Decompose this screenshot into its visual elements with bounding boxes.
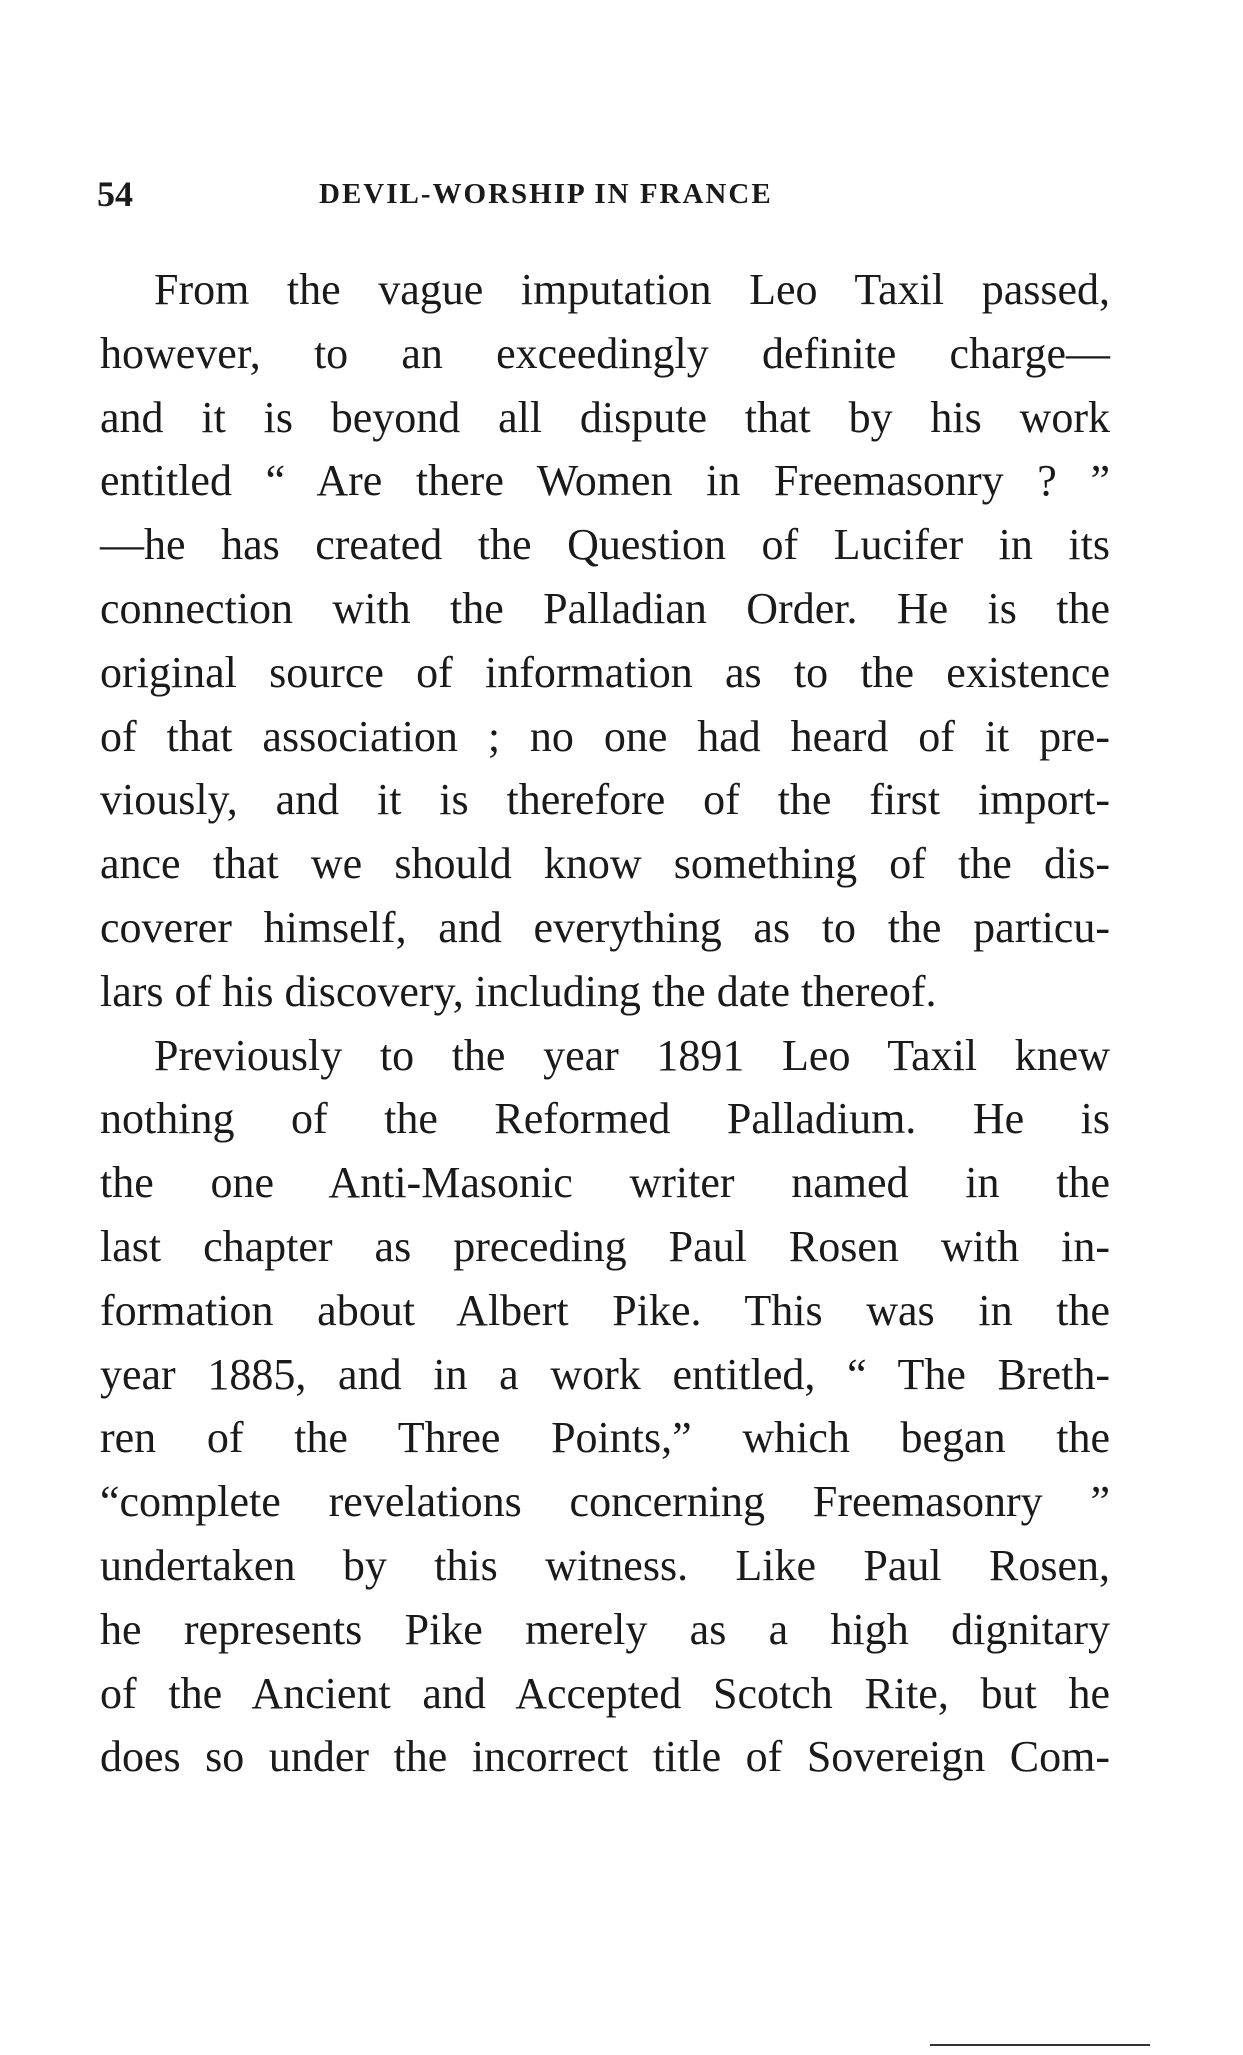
text-line: the one Anti-Masonic writer named in the <box>100 1158 1110 1208</box>
text-line: however, to an exceedingly definite charge— <box>100 328 1110 378</box>
text-line: of the Ancient and Accepted Scotch Rite, but he <box>100 1668 1110 1718</box>
text-line: lars of his discovery, including the date thereof. <box>100 966 937 1016</box>
page-number: 54 <box>97 174 133 214</box>
body-text <box>100 258 1110 1789</box>
text-line: does so under the incorrect title of Sovereign Com- <box>100 1732 1110 1782</box>
text-line: coverer himself, and everything as to the particu- <box>100 902 1110 952</box>
text-line: From the vague imputation Leo Taxil passed, <box>154 265 1110 314</box>
text-line: viously, and it is therefore of the first import- <box>100 775 1110 825</box>
text-line: original source of information as to the existence <box>100 647 1110 697</box>
text-line: formation about Albert Pike. This was in the <box>100 1285 1110 1335</box>
text-line: undertaken by this witness. Like Paul Rosen, <box>100 1540 1110 1590</box>
text-line: ance that we should know something of the dis- <box>100 839 1110 889</box>
running-head <box>97 172 1107 216</box>
text-line: year 1885, and in a work entitled, “ The Breth- <box>100 1349 1110 1399</box>
bottom-rule <box>930 2044 1150 2046</box>
text-line: “complete revelations concerning Freemasonry ” <box>100 1477 1110 1527</box>
text-line: —he has created the Question of Lucifer in its <box>100 520 1110 570</box>
text-line: connection with the Palladian Order. He is the <box>100 583 1110 633</box>
text-line: entitled “ Are there Women in Freemasonry ? ” <box>100 456 1110 506</box>
text-line: ren of the Three Points,” which began the <box>100 1413 1110 1463</box>
text-line: Previously to the year 1891 Leo Taxil knew <box>154 1030 1110 1080</box>
text-line: of that association ; no one had heard of it pre- <box>100 711 1110 761</box>
text-line: he represents Pike merely as a high dignitary <box>100 1604 1110 1654</box>
text-line: and it is beyond all dispute that by his work <box>100 392 1110 442</box>
text-line: last chapter as preceding Paul Rosen with in- <box>100 1221 1110 1271</box>
running-title: DEVIL-WORSHIP IN FRANCE <box>319 178 773 210</box>
text-line: nothing of the Reformed Palladium. He is <box>100 1094 1110 1144</box>
